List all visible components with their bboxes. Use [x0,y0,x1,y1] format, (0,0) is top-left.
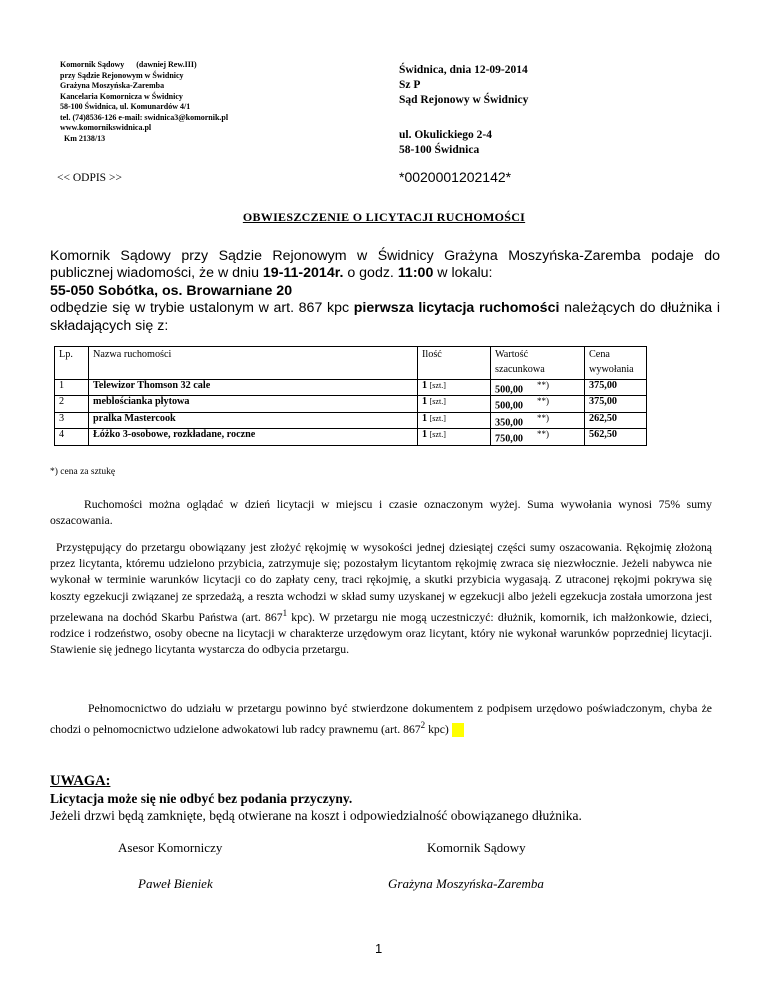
row-price: 262,50 [585,412,647,428]
intro-text: odbędzie się w trybie ustalonym w art. 867 kpc [50,300,354,317]
qty-value: 1 [422,396,428,408]
qty-unit: [szt.] [429,397,446,407]
row-qty [418,380,491,396]
qty-unit: [szt.] [429,430,446,440]
letterhead-line: tel. (74)8536-126 e-mail: swidnica3@komornik.pl [60,112,229,122]
price-footnote: *) cena za sztukę [50,467,116,477]
header-value-line: szacunkowa [495,364,545,375]
items-table [54,346,647,446]
value-footnote-mark: **) [537,396,550,407]
row-item-name: Telewizor Thomson 32 cale [89,380,418,396]
value-amount: 500,00 [495,400,524,412]
row-item-name: Łóżko 3-osobowe, rozkładane, roczne [89,429,418,445]
auction-date: 19-11-2014r. [262,265,344,282]
row-price: 375,00 [585,380,647,396]
recipient-line: Sz P [399,79,421,91]
qty-unit: [szt.] [429,413,446,423]
intro-text: Komornik Sądowy przy Sądzie Rejonowym w Świdnicy Grażyna Moszyńska-Zaremba podaje do publicznej wiadomości, że w dniu [50,248,720,282]
qty-value: 1 [422,429,428,441]
document-date: Świdnica, dnia 12-09-2014 [399,64,528,76]
auction-location: 55-050 Sobótka [50,282,155,299]
row-value [491,429,585,445]
intro-text: o godz. [343,265,398,282]
case-number: Km 2138/13 [64,133,106,143]
qty-value: 1 [422,412,428,424]
table-row [55,380,647,396]
notice-heading: UWAGA: [50,773,111,789]
header-value [491,347,585,380]
row-value [491,396,585,412]
table-header-row [55,347,647,380]
page-number: 1 [375,941,383,956]
value-footnote-mark: **) [537,412,550,423]
value-amount: 500,00 [495,384,524,396]
row-lp: 3 [55,412,89,428]
letterhead-line: przy Sądzie Rejonowym w Świdnicy [60,70,184,80]
row-value [491,380,585,396]
table-row [55,396,647,412]
paragraph-text: Pełnomocnictwo do udziału w przetargu powinno być stwierdzone dokumentem z podpisem urzędowo poświadczonym, chyba że chodzi o pełnomocnictwo udzielone adwokatowi lub radcy prawnemu (art. 867 [50,702,712,737]
recipient-line: Sąd Rejonowy w Świdnicy [399,94,529,106]
article-superscript: 1 [282,607,288,618]
auction-time: 11:00 [397,265,434,282]
row-price: 562,50 [585,429,647,445]
viewing-paragraph: Ruchomości można oglądać w dzień licytacji w miejscu i czasie oznaczonym wyżej. Suma wywołania wynosi 75% sumy oszacowania. [50,498,712,528]
row-price: 375,00 [585,396,647,412]
value-footnote-mark: **) [537,380,550,390]
row-value [491,412,585,428]
notice-line: Jeżeli drzwi będą zamknięte, będą otwierane na koszt i odpowiedzialność obowiązanego dłużnika. [50,808,582,823]
row-lp: 1 [55,380,89,396]
qty-unit: [szt.] [429,381,446,390]
letterhead-line: Komornik Sądowy [60,60,125,69]
table-row [55,429,647,445]
row-item-name: pralka Mastercook [89,412,418,428]
header-price [585,347,647,380]
row-qty [418,396,491,412]
table-row [55,412,647,428]
intro-text: , [154,282,162,299]
header-price-line: Cena [589,349,610,360]
address-line: ul. Okulickiego 2-4 [399,129,492,141]
intro-text: w lokalu: [433,265,493,282]
paragraph-text: kpc). W przetargu nie mogą uczestniczyć: dłużnik, komornik, ich małżonkowie, dzieci, rodzice i rodzeństwo, osoby obecne na licytacji w charakterze urzędowym oraz licytant, który nie wykonał warunków poprzedniej licytacji. Stawienie się jednego licytanta wystarcza do odbycia przetargu. [50,610,712,657]
letterhead-line: (dawniej Rew.III) [136,60,197,69]
qty-value: 1 [422,380,428,391]
intro-paragraph [50,248,720,335]
header-price-line: wywołania [589,364,634,375]
row-lp: 4 [55,429,89,445]
value-amount: 350,00 [495,417,524,429]
header-lp: Lp. [55,347,89,380]
letterhead-line: Grażyna Moszyńska-Zaremba [60,81,165,90]
row-lp: 2 [55,396,89,412]
value-amount: 750,00 [495,433,524,445]
document-title: OBWIESZCZENIE O LICYTACJI RUCHOMOŚCI [242,210,526,224]
row-item-name: meblościanka płytowa [89,396,418,412]
letterhead-line: www.komornikswidnica.pl [60,123,152,132]
highlight-mark [452,723,464,737]
recipient-address [399,128,492,158]
copy-marker: << ODPIS >> [57,172,122,184]
date-and-recipient [399,63,528,108]
header-qty: Ilość [418,347,491,380]
value-footnote-mark: **) [537,429,550,440]
proxy-paragraph [50,701,712,738]
left-signature-title: Asesor Komorniczy [118,840,223,855]
right-signature-title: Komornik Sądowy [427,840,526,855]
address-line: 58-100 Świdnica [399,144,480,156]
row-qty [418,429,491,445]
letterhead-line: 58-100 Świdnica, ul. Komunardów 4/1 [60,102,191,111]
paragraph-text: kpc) [425,723,449,737]
deposit-paragraph [50,540,712,658]
bailiff-letterhead [60,60,228,144]
notice-line: Licytacja może się nie odbyć bez podania przyczyny. [50,791,353,806]
right-signature-name: Grażyna Moszyńska-Zaremba [388,876,544,891]
intro-text: należących do dłużnika i składających się z: [50,300,721,334]
header-name: Nazwa ruchomości [89,347,418,380]
article-superscript: 2 [420,720,426,731]
paragraph-text: Przystępujący do przetargu obowiązany jest złożyć rękojmię w wysokości jednej dziesiątej części sumy oszacowania. Rękojmię złożoną przez licytanta, któremu udzielono przybicia, zatrzymuje się; pozostałym licytantom rękojmię zwraca się niezwłocznie. Jeżeli nabywca nie wykonał w terminie warunków licytacji co do zapłaty ceny, traci rękojmię, a skutki przybicia wygasają. Z utraconej rękojmi pokrywa się koszty egzekucji związanej ze sprzedażą, a reszta wchodzi w skład sumy uzyskanej w egzekucji albo jeżeli egzekucja została umorzona jest przelewana na dochód Skarbu Państwa (art. 867 [50,541,712,624]
auction-type: pierwsza licytacja ruchomości [353,300,560,317]
row-qty [418,412,491,428]
auction-street: os. Browarniane 20 [161,282,293,299]
left-signature-name: Paweł Bieniek [138,876,213,891]
letterhead-line: Kancelaria Komornicza w Świdnicy [60,91,183,101]
barcode-number: *0020001202142* [399,169,512,185]
header-value-line: Wartość [495,349,529,360]
